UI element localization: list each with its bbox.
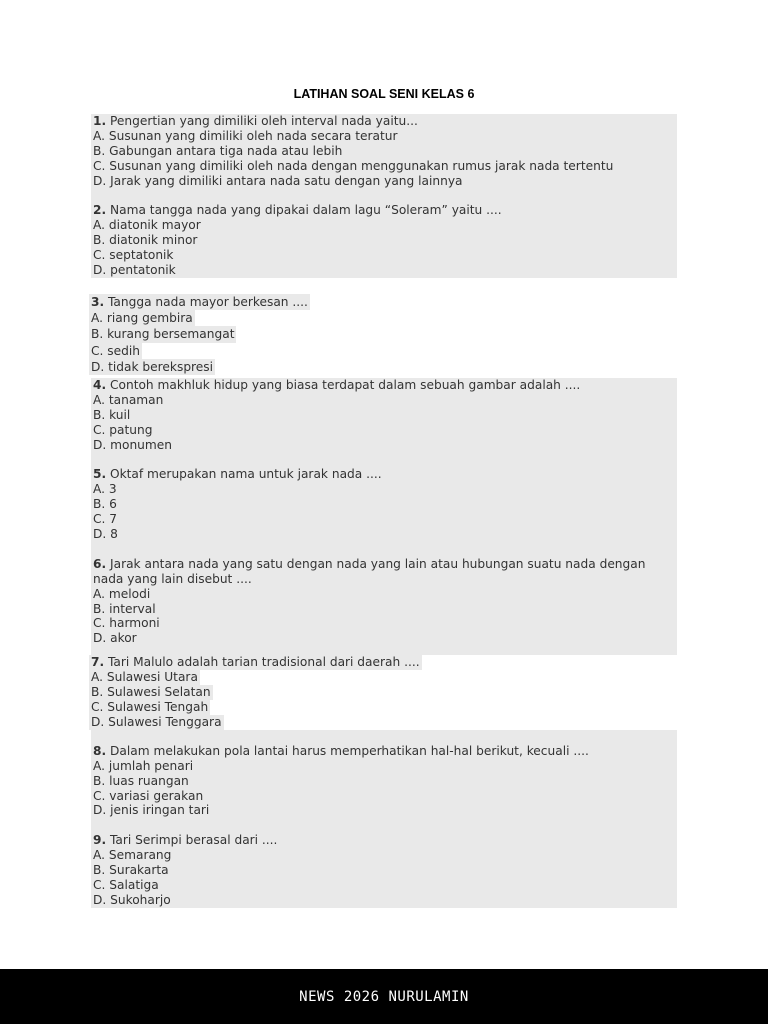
question-number: 4.	[93, 377, 107, 392]
question-number: 6.	[93, 556, 107, 571]
option-a: A. 3	[93, 482, 117, 497]
question-number: 7.	[91, 655, 105, 670]
option-a: A. riang gembira	[91, 311, 193, 326]
option-a: A. melodi	[93, 586, 151, 601]
option-c: C. patung	[93, 422, 153, 437]
option-b: B. Gabungan antara tiga nada atau lebih	[93, 143, 343, 158]
question-text: Dalam melakukan pola lantai harus memperhatikan hal-hal berikut, kecuali ....	[110, 743, 589, 758]
question-text: Tangga nada mayor berkesan ....	[108, 294, 308, 309]
question-text: Nama tangga nada yang dipakai dalam lagu “Soleram” yaitu ....	[110, 203, 502, 218]
question-text: Oktaf merupakan nama untuk jarak nada ....	[110, 467, 382, 482]
option-b: B. luas ruangan	[93, 773, 189, 788]
question-number: 9.	[93, 833, 107, 848]
option-d: D. jenis iringan tari	[93, 803, 210, 818]
option-c: C. sedih	[91, 343, 140, 358]
question-text: Contoh makhluk hidup yang biasa terdapat dalam sebuah gambar adalah ....	[110, 377, 581, 392]
question-3	[91, 294, 677, 375]
option-c: C. harmoni	[93, 616, 160, 631]
question-4	[93, 378, 677, 453]
option-d: D. Sukoharjo	[93, 892, 171, 907]
question-text: Pengertian yang dimiliki oleh interval nada yaitu...	[110, 114, 418, 128]
question-number: 2.	[93, 203, 107, 218]
option-b: B. diatonik minor	[93, 233, 198, 248]
option-c: C. Salatiga	[93, 877, 159, 892]
option-c: C. 7	[93, 512, 118, 527]
option-b: B. kuil	[93, 407, 131, 422]
option-b: B. interval	[93, 601, 156, 616]
question-number: 5.	[93, 467, 107, 482]
option-a: A. jumlah penari	[93, 758, 194, 773]
question-text: Jarak antara nada yang satu dengan nada yang lain atau hubungan suatu nada dengan nada yang lain disebut ....	[93, 556, 646, 586]
option-c: C. variasi gerakan	[93, 788, 204, 803]
option-a: A. tanaman	[93, 392, 164, 407]
question-number: 8.	[93, 743, 107, 758]
option-c: C. Sulawesi Tengah	[91, 699, 209, 714]
question-block-1-2	[91, 114, 677, 278]
option-d: D. Sulawesi Tenggara	[91, 714, 222, 729]
question-1	[93, 114, 677, 189]
question-8	[93, 744, 677, 819]
page-title: LATIHAN SOAL SENI KELAS 6	[293, 87, 475, 101]
option-d: D. tidak berekspresi	[91, 359, 214, 374]
question-block-8-9	[91, 730, 677, 908]
option-a: A. Semarang	[93, 848, 172, 863]
option-b: B. 6	[93, 497, 117, 512]
option-d: D. pentatonik	[93, 263, 176, 278]
question-9	[93, 833, 677, 908]
option-a: A. Sulawesi Utara	[91, 670, 198, 685]
question-6	[93, 557, 677, 655]
option-b: B. kurang bersemangat	[91, 327, 235, 342]
option-b: B. Surakarta	[93, 863, 169, 878]
question-number: 1.	[93, 114, 107, 128]
question-7	[91, 655, 677, 730]
option-d: D. monumen	[93, 437, 173, 452]
footer-banner: NEWS 2026 NURULAMIN	[0, 969, 768, 1024]
question-2	[93, 203, 677, 278]
question-list	[91, 114, 677, 908]
question-5	[93, 467, 677, 542]
question-number: 3.	[91, 294, 105, 309]
option-c: C. Susunan yang dimiliki oleh nada dengan menggunakan rumus jarak nada tertentu	[93, 158, 614, 173]
option-d: D. 8	[93, 527, 118, 542]
option-d: D. Jarak yang dimiliki antara nada satu dengan yang lainnya	[93, 173, 463, 188]
option-c: C. septatonik	[93, 248, 174, 263]
question-text: Tari Serimpi berasal dari ....	[110, 833, 278, 848]
question-text: Tari Malulo adalah tarian tradisional dari daerah ....	[108, 655, 420, 670]
question-block-4-6	[91, 378, 677, 655]
option-a: A. Susunan yang dimiliki oleh nada secara teratur	[93, 128, 398, 143]
option-a: A. diatonik mayor	[93, 218, 201, 233]
option-d: D. akor	[93, 631, 137, 646]
option-b: B. Sulawesi Selatan	[91, 685, 211, 700]
